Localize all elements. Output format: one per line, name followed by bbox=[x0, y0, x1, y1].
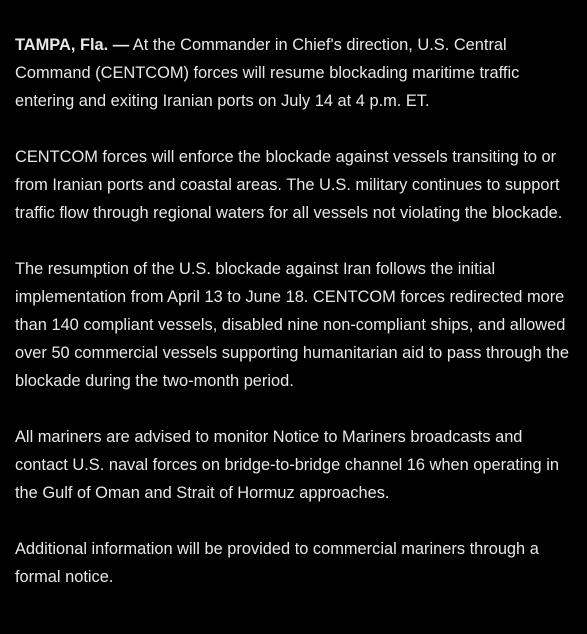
paragraph-4: All mariners are advised to monitor Notice to Mariners broadcasts and contact U.S. naval forces on bridge-to-bridge channel 16 when operating in the Gulf of Oman and Strait of Hormuz approaches. bbox=[15, 428, 559, 502]
paragraph-1 bbox=[15, 31, 573, 115]
paragraph-1-text: At the Commander in Chief's direction, U.S. Central Command (CENTCOM) forces will resume blockading maritime traffic entering and exiting Iranian ports on July 14 at 4 p.m. ET. bbox=[15, 36, 520, 110]
paragraph-3: The resumption of the U.S. blockade against Iran follows the initial implementation from April 13 to June 18. CENTCOM forces redirected more than 140 compliant vessels, disabled nine non-compliant ships, and allowed over 50 commercial vessels supporting humanitarian aid to pass through the blockade during the two-month period. bbox=[15, 260, 569, 390]
paragraph-2: CENTCOM forces will enforce the blockade against vessels transiting to or from Iranian ports and coastal areas. The U.S. military continues to support traffic flow through regional waters for all vessels not violating the blockade. bbox=[15, 148, 563, 222]
paragraph-5: Additional information will be provided to commercial mariners through a formal notice. bbox=[15, 540, 539, 586]
dateline: TAMPA, Fla. — bbox=[15, 36, 130, 54]
